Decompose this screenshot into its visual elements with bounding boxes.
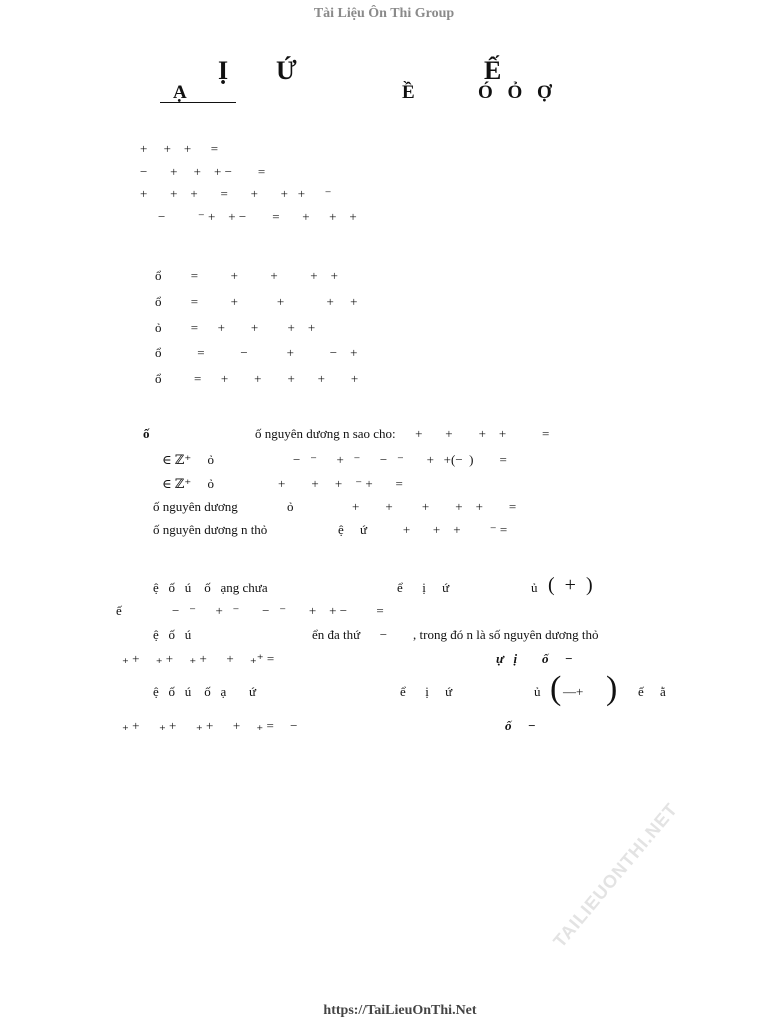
block1-line: − ⁻ + + − = + + +	[158, 209, 357, 224]
block4-l5-e: ế ằ	[638, 684, 666, 699]
block3-line-body: ỏ + + + + + =	[287, 499, 517, 514]
block3-line-body: ệ ứ + + + ⁻ =	[338, 522, 508, 537]
block2-line: ổ = + + + +	[155, 294, 358, 309]
block4-l5-b: ể ị ứ	[400, 684, 453, 699]
footer-link[interactable]: https://TaiLieuOnThi.Net	[323, 1003, 477, 1018]
block4-l5-right-paren: )	[606, 670, 618, 707]
title-char-1: Ị	[218, 56, 229, 85]
block4-l1-c: ủ	[531, 580, 538, 595]
block4-l2-b: − ⁻ + ⁻ − ⁻ + + − =	[172, 603, 384, 618]
block4-l4-c: ố −	[542, 651, 573, 666]
block4-l5-c: ủ	[534, 684, 541, 699]
block3-line-lead: ố	[143, 426, 150, 441]
block3-line-body: ố nguyên dương n sao cho: + + + + =	[255, 426, 550, 441]
block1-line: − + + + − =	[140, 164, 266, 179]
block2-line: ổ = − + − +	[155, 345, 358, 360]
block3-line-lead: ố nguyên dương n thỏ	[153, 522, 268, 537]
subtitle-right: Ó Ỏ Ợ	[478, 82, 552, 103]
block3-line-lead: ∈ ℤ⁺ ỏ	[162, 452, 214, 467]
block4-l3-b: ển đa thứ − , trong đó n là số nguyên dương thỏ	[312, 627, 599, 642]
watermark-text: TAILIEUONTHI.NET	[549, 799, 682, 952]
title-char-2: Ứ	[276, 56, 297, 85]
block4-l5-d: —+	[563, 684, 584, 699]
block1-line: + + + =	[140, 141, 219, 156]
block4-l1-a: ệ ố ú ố ạng chưa	[153, 580, 268, 595]
block4-l2-a: ế	[116, 603, 122, 618]
block4-l5-a: ệ ố ú ố ạ ứ	[153, 684, 257, 699]
block3-line-body: + + + ⁻ + =	[278, 476, 403, 491]
page-header: Tài Liệu Ôn Thi Group	[313, 6, 455, 21]
block4-l1-paren: ( + )	[548, 574, 593, 596]
block4-l1-b: ể ị ứ	[397, 580, 450, 595]
block4-l6-b: ố −	[505, 718, 536, 733]
block3-line-lead: ố nguyên dương	[153, 499, 238, 514]
block2-line: ổ = + + + + +	[155, 371, 359, 386]
title-char-3: Ế	[484, 56, 502, 85]
block4-l4-a: ₊ + ₊ + ₊ + + ₊⁺ =	[122, 651, 275, 666]
block2-line: ỏ = + + + +	[155, 320, 316, 335]
block4-l6-a: ₊ + ₊ + ₊ + + ₊ = −	[122, 718, 298, 733]
block2-line: ổ = + + + +	[155, 268, 338, 283]
block4-l4-b: ự ị	[496, 651, 518, 666]
block4-l3-a: ệ ố ú	[153, 627, 192, 642]
block1-line: + + + = + + + ⁻	[140, 186, 332, 201]
block3-line-body: − ⁻ + ⁻ − ⁻ + +(− ) =	[293, 452, 507, 467]
subtitle-left: Ạ	[173, 82, 187, 103]
block4-l5-left-paren: (	[550, 670, 562, 707]
subtitle-mid: Ề	[402, 82, 415, 103]
block3-line-lead: ∈ ℤ⁺ ỏ	[162, 476, 214, 491]
subtitle-underline	[160, 100, 236, 103]
